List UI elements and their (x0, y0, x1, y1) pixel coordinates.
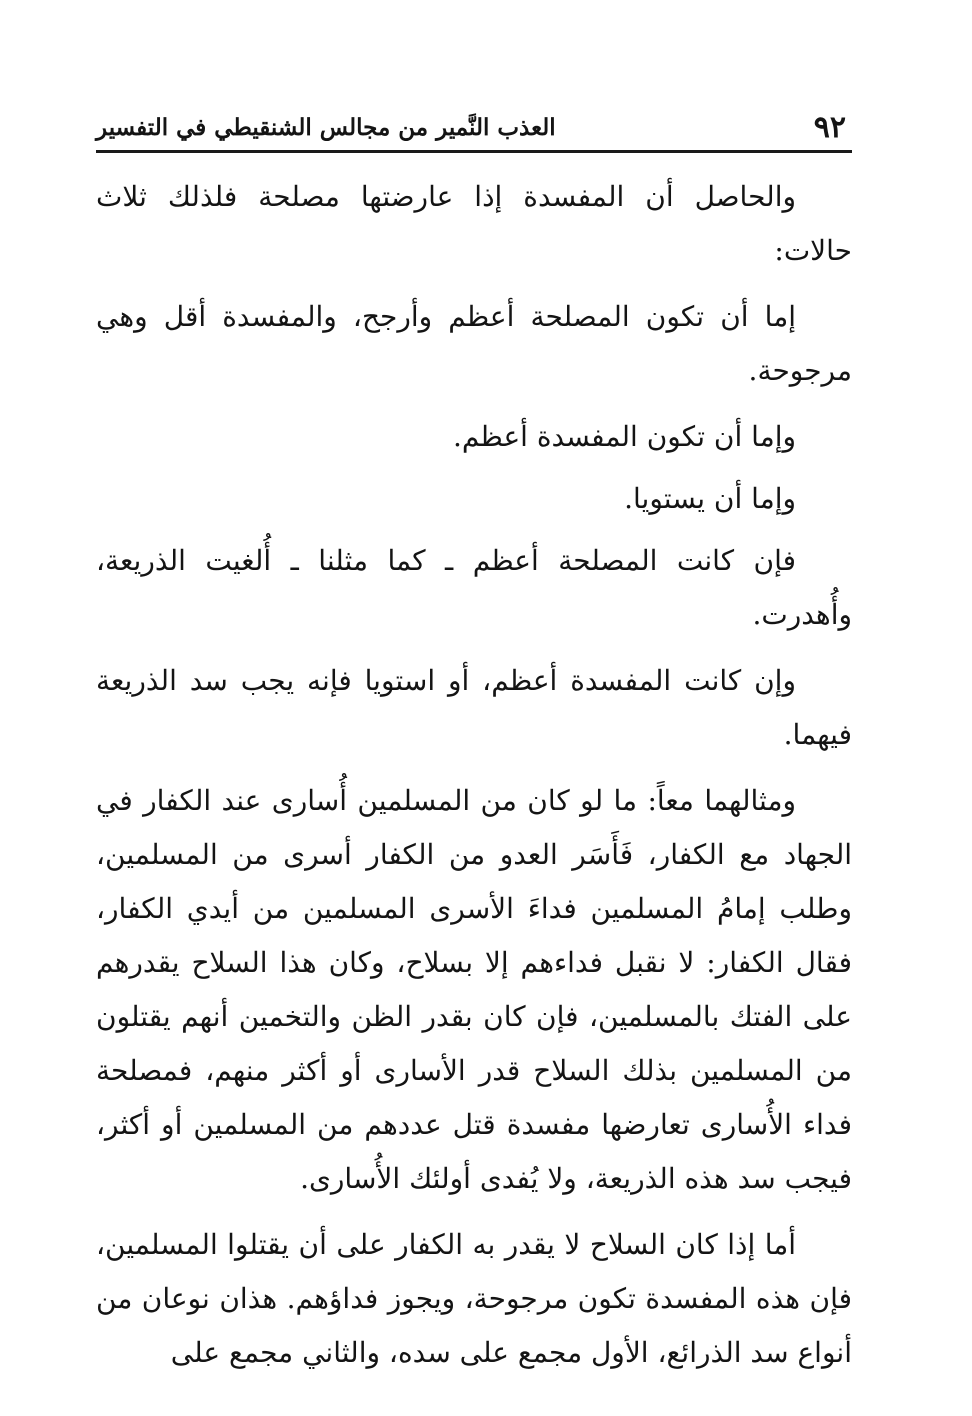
page-number: ٩٢ (813, 110, 846, 145)
page-header (96, 104, 852, 153)
paragraph: وإما أن يستويا. (624, 482, 796, 515)
running-title: العذب النَّمير من مجالس الشنقيطي في التفسير (96, 114, 556, 141)
paragraph: فإن كانت المصلحة أعظم ـ كما مثلنا ـ أُلغيت الذريعة، وأُهدرت. (96, 544, 852, 631)
paragraph: ومثالهما معاً: ما لو كان من المسلمين أُسارى عند الكفار في الجهاد مع الكفار، فَأَسَر العدو من الكفار أسرى من المسلمين، وطلب إمامُ المسلمين فداءَ الأسرى المسلمين من أيدي الكفار، فقال الكفار: لا نقبل فداءهم إلا بسلاح، وكان هذا السلاح يقدرهم على الفتك بالمسلمين، فإن كان بقدر الظن والتخمين أنهم يقتلون من المسلمين بذلك السلاح قدر الأسارى أو أكثر منهم، فمصلحة فداء الأُسارى تعارضها مفسدة قتل عددهم من المسلمين أو أكثر، فيجب سد هذه الذريعة، ولا يُفدى أولئك الأُسارى. (96, 784, 853, 1195)
paragraph: إما أن تكون المصلحة أعظم وأرجح، والمفسدة أقل وهي مرجوحة. (96, 300, 852, 387)
body-text (96, 170, 852, 1392)
paragraph: أما إذا كان السلاح لا يقدر به الكفار على أن يقتلوا المسلمين، فإن هذه المفسدة تكون مرجوحة، ويجوز فداؤهم. هذان نوعان من أنواع سد الذرائع، الأول مجمع على سده، والثاني مجمع على (96, 1228, 852, 1369)
paragraph: وإن كانت المفسدة أعظم، أو استويا فإنه يجب سد الذريعة فيهما. (96, 664, 852, 751)
paragraph: والحاصل أن المفسدة إذا عارضتها مصلحة فلذلك ثلاث حالات: (96, 180, 852, 267)
paragraph: وإما أن تكون المفسدة أعظم. (452, 420, 796, 453)
